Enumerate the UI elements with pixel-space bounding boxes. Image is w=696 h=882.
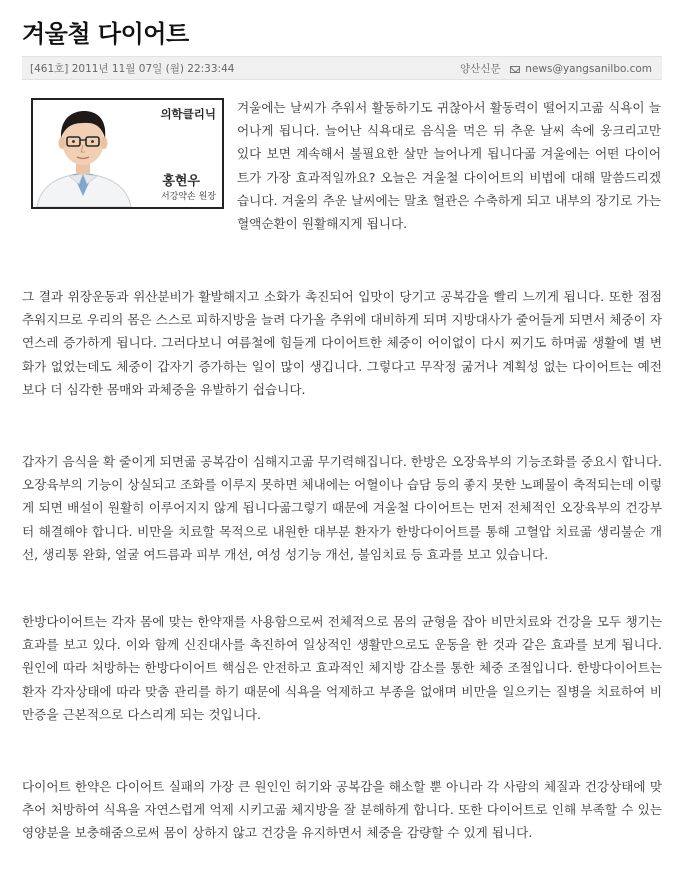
byline bbox=[460, 57, 652, 81]
article-paragraph: 겨울에는 날씨가 추워서 활동하기도 귀찮아서 활동력이 떨어지고곪 식욕이 늘어나게 됩니다. 늘어난 식욕대로 음식을 먹은 뒤 추운 날씨 속에 웅크리고만 있다 보면 계속해서 불필요한 살만 늘어나게 됩니다곪 겨울에는 어떤 다이어트가 가장 효과적일까요? 오늘은 겨울철 다이어트의 비법에 대해 말씀드리겠습니다. 겨울의 추운 날씨에는 말초 혈관은 수축하게 되고 내부의 장기로 가는 혈액순환이 원활해지게 됩니다. bbox=[237, 100, 661, 232]
article-paragraph: 갑자기 음식을 확 줄이게 되면곪 공복감이 심해지고곪 무기력해집니다. 한방은 오장육부의 기능조화를 중요시 합니다. 오장육부의 기능이 상실되고 조화를 이루지 못하면 체내에는 어혈이나 습담 등의 좋지 못한 노폐물이 축적되는데 이렇게 되면 배설이 원활히 이루어지지 않게 됩니다곪그렇기 때문에 겨울철 다이어트는 먼저 전체적인 오장육부의 건강부터 해결해야 합니다. 비만을 치료할 목적으로 내원한 대부분 환자가 한방다이어트를 통해 고혈압 치료곪 생리불순 개선, 생리통 완화, 얼굴 여드름과 피부 개선, 여성 성기능 개선, 불임치료 등 효과를 보고 있습니다. bbox=[22, 454, 662, 562]
author-role: 서강약손 원장 bbox=[160, 192, 216, 202]
article-title: 겨울철 다이어트 bbox=[22, 20, 189, 48]
author-profile-box bbox=[31, 98, 224, 209]
reporter-email-link[interactable]: news@yangsanilbo.com bbox=[525, 63, 652, 75]
author-name: 홍현우 bbox=[162, 174, 200, 189]
article-meta-bar bbox=[22, 56, 662, 80]
clinic-label: 의학클리닉 bbox=[160, 107, 216, 121]
source-name: 양산신문 bbox=[460, 63, 501, 75]
article-paragraph: 그 결과 위장운동과 위산분비가 활발해지고 소화가 촉진되어 입맛이 당기고 공복감을 빨리 느끼게 됩니다. 또한 점점 추워지므로 우리의 몸은 스스로 피하지방을 늘려 다가올 추위에 대비하게 되며 지방대사가 줄어들게 되면서 체중이 자연스레 증가하게 됩니다. 그러다보니 여름철에 힘들게 다이어트한 체중이 어이없이 다시 찌기도 하며곪 생활에 별 변화가 없었는데도 체중이 갑자기 증가하는 일이 많이 생깁니다. 그렇다고 무작정 굶거나 계획성 없는 다이어트는 예전보다 더 심각한 몸매와 과체중을 유발하기 쉽습니다. bbox=[22, 289, 662, 397]
article-paragraph: 다이어트 한약은 다이어트 실패의 가장 큰 원인인 허기와 공복감을 해소할 뿐 아니라 각 사람의 체질과 건강상태에 맞추어 처방하여 식욕을 자연스럽게 억제 시키고곪 체지방을 잘 분해하게 합니다. 또한 다이어트로 인해 부족할 수 있는 영양분을 보충해줌으로써 몸이 상하지 않고 건강을 유지하면서 체중을 감량할 수 있게 됩니다. bbox=[22, 779, 662, 841]
article-paragraph: 한방다이어트는 각자 몸에 맞는 한약재를 사용함으로써 전체적으로 몸의 균형을 잡아 비만치료와 건강을 모두 챙기는 효과를 보고 있다. 이와 함께 신진대사를 촉진하여 일상적인 생활만으로도 운동을 한 것과 같은 효과를 보게 됩니다. 원인에 따라 처방하는 한방다이어트 핵심은 안전하고 효과적인 체지방 감소를 통한 체중 조절입니다. 한방다이어트는 환자 각자상태에 따라 맞춤 관리를 하기 때문에 식욕을 억제하고 부종을 없애며 비만을 일으키는 질병을 치료하여 비만증을 근본적으로 다스리게 되는 것입니다. bbox=[22, 614, 662, 722]
mail-icon bbox=[510, 66, 520, 73]
issue-date: [461호] 2011년 11월 07일 (월) 22:33:44 bbox=[30, 63, 235, 75]
